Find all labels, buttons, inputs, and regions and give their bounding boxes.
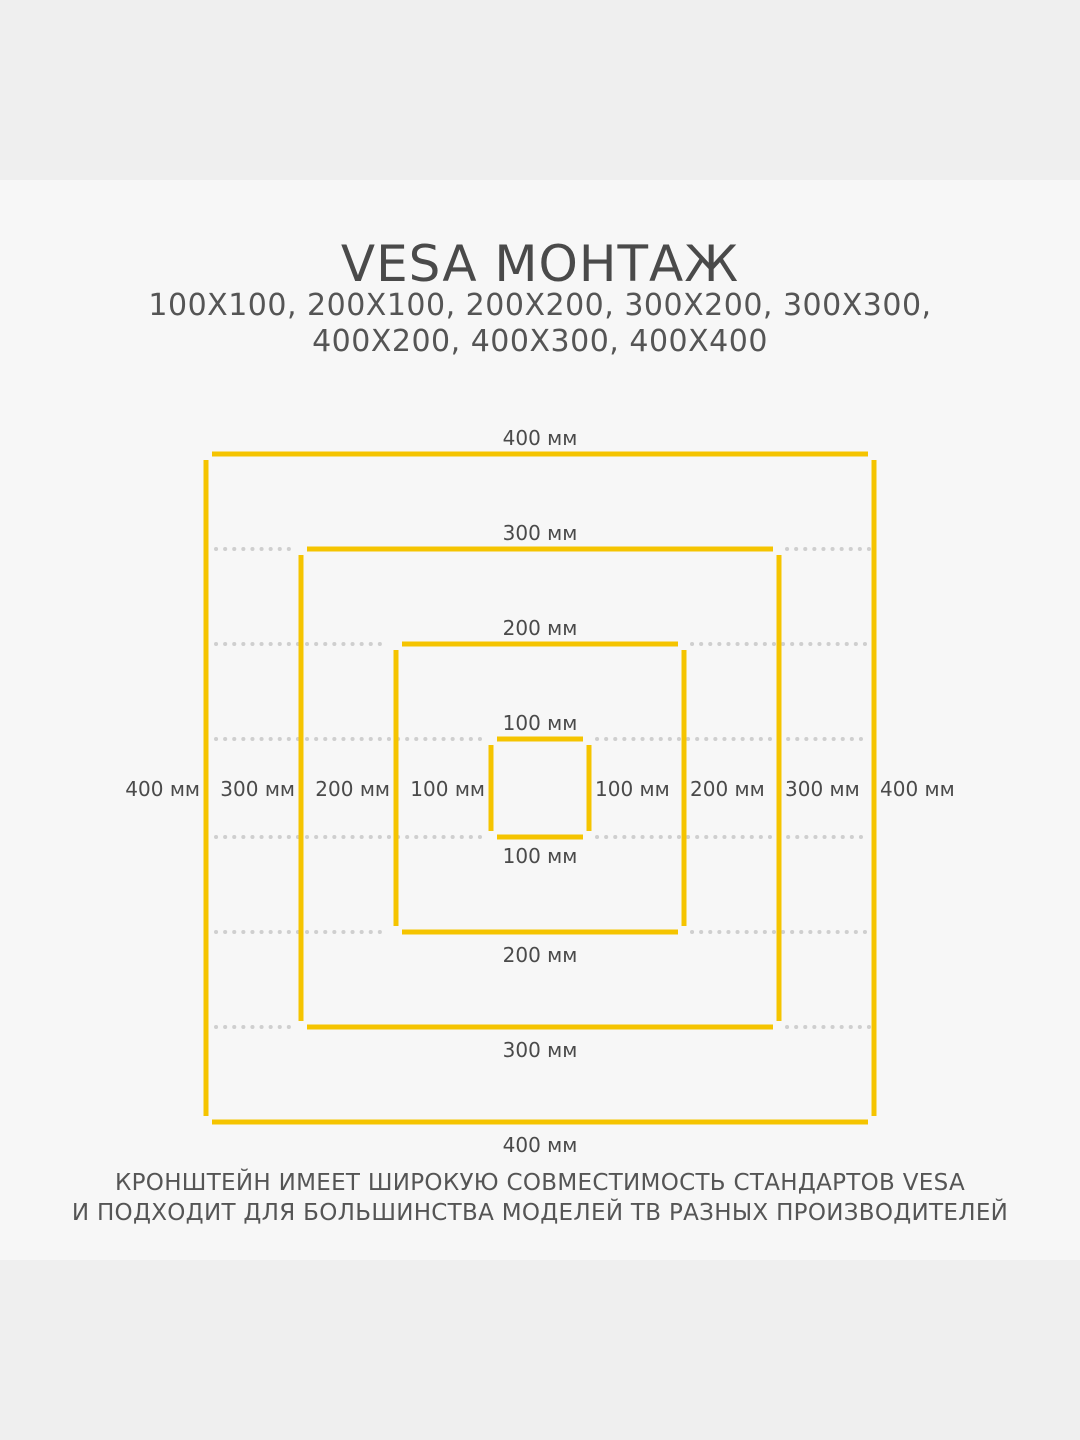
page-title: VESA МОНТАЖ bbox=[340, 235, 740, 293]
size-labels bbox=[125, 426, 954, 1157]
info-card bbox=[0, 180, 1080, 1260]
square-3-left-label: 100 мм bbox=[410, 777, 485, 801]
square-0-bottom-label: 400 мм bbox=[502, 1133, 578, 1157]
square-1-bottom-label: 300 мм bbox=[502, 1038, 578, 1062]
vesa-diagram bbox=[0, 180, 1080, 1260]
subtitle-line-2: 400X200, 400X300, 400X400 bbox=[312, 324, 768, 359]
square-2-left-label: 200 мм bbox=[315, 777, 390, 801]
square-0-left-label: 400 мм bbox=[125, 777, 200, 801]
frame-lines bbox=[206, 454, 874, 1122]
square-2-top-label: 200 мм bbox=[502, 616, 578, 640]
footer-line-2: И ПОДХОДИТ ДЛЯ БОЛЬШИНСТВА МОДЕЛЕЙ ТВ РАЗНЫХ ПРОИЗВОДИТЕЛЕЙ bbox=[71, 1200, 1009, 1226]
square-1-top-label: 300 мм bbox=[502, 521, 578, 545]
square-1-left-label: 300 мм bbox=[220, 777, 295, 801]
square-3-bottom-label: 100 мм bbox=[502, 844, 578, 868]
square-0-right-label: 400 мм bbox=[880, 777, 955, 801]
square-0-top-label: 400 мм bbox=[502, 426, 578, 450]
square-3-right-label: 100 мм bbox=[595, 777, 670, 801]
square-2-right-label: 200 мм bbox=[690, 777, 765, 801]
square-3-top-label: 100 мм bbox=[502, 711, 578, 735]
footer-line-1: КРОНШТЕЙН ИМЕЕТ ШИРОКУЮ СОВМЕСТИМОСТЬ СТАНДАРТОВ VESA bbox=[115, 1170, 965, 1196]
square-2-bottom-label: 200 мм bbox=[502, 943, 578, 967]
square-1-right-label: 300 мм bbox=[785, 777, 860, 801]
subtitle-line-1: 100X100, 200X100, 200X200, 300X200, 300X300, bbox=[148, 288, 932, 323]
